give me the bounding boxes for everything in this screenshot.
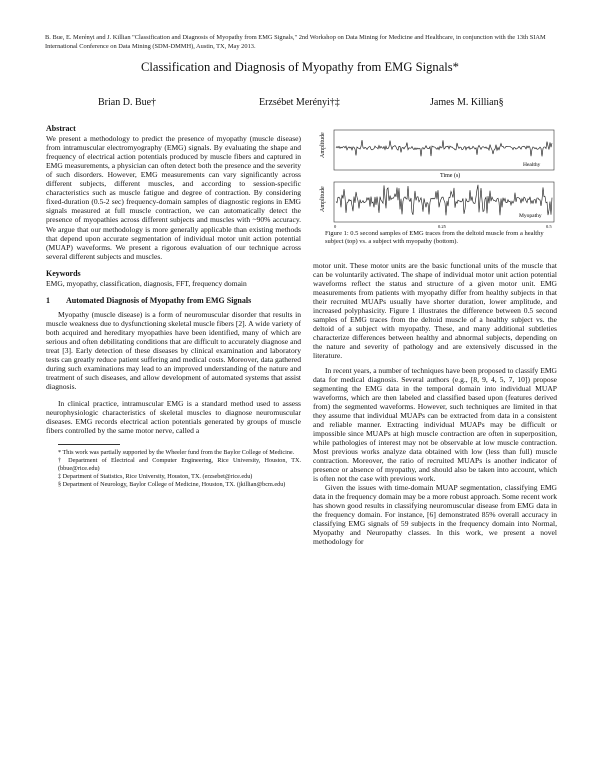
tick-label-start: 0 (334, 224, 337, 229)
top-panel-frame (334, 130, 554, 170)
footnote-author-3: § Department of Neurology, Baylor College of Medicine, Houston, TX. (jkillian@bcm.edu) (58, 481, 286, 489)
figure-1-caption: Figure 1: 0.5 second samples of EMG traces from the deltoid muscle from a healthy subject (top) vs. a subject with myopathy (bottom). (325, 230, 544, 245)
section-1-paragraph-2: In clinical practice, intramuscular EMG is a standard method used to assess neurophysiologic characteristics of skeletal muscles to diagnose neuromuscular diseases. EMG records electrical action potentials generated by groups of muscle fibers controlled by the same motor nerve, called a (46, 399, 301, 436)
keywords-heading: Keywords (46, 268, 81, 278)
section-title: Automated Diagnosis of Myopathy from EMG Signals (66, 295, 252, 305)
section-1-paragraph-3: motor unit. These motor units are the basic functional units of the muscle that can be voluntarily activated. The shape of individual motor unit action potential waveforms reflect the status and structure of a given motor unit. EMG measurements from patients with myopathy differ from healthy subjects in that their recruited MUAPs usually have shorter duration, lower amplitude, and increased polyphasicity. Figure 1 illustrates the difference between 0.5 second samples of EMG traces from the deltoid muscle of a healthy subject vs. the deltoid of a subject with myopathy. These, and many additional subtleties characterize differences between healthy and abnormal subjects, depending on the nature and severity of pathology and are extensively discussed in the literature. (313, 261, 557, 361)
section-1-paragraph-5: Given the issues with time-domain MUAP segmentation, classifying EMG data in the frequency domain may be a more robust approach. Some recent work has shown good results in classifying neuromuscular disease from EMG data in the frequency domain. For instance, [6] demonstrated 85% overall accuracy in classifying EMG signals of 59 subjects in the frequency domain into Normal, Myopathy and Neuropathy classes. In this work, we present a novel methodology for (313, 483, 557, 547)
abstract-text: We present a methodology to predict the presence of myopathy (muscle disease) from intramuscular electromyography (EMG) signals. By evaluating the shape and frequency of electrical action potentials produced by muscle fibers and captured in EMG measurements, a physician can often detect both the presence and the severity of such disorders. However, EMG measurements can vary significantly across different subjects, different muscles, and according to session-specific characteristics such as muscle fatigue and degree of contraction. By considering fixed-duration (0.5-2 sec) frequency-domain samples of diagnostic regions in EMG signals measured at full muscle contraction, we can automatically detect the presence of myopathies across different subjects and muscles with ~90% accuracy. We argue that our methodology is more generally applicable than existing methods that depend upon accurate segmentation of individual motor unit action potential (MUAP) waveforms. We present a rigorous evaluation of our technique across several different subjects and muscles. (46, 134, 301, 261)
author-2: Erzsébet Merényi†‡ (259, 97, 340, 108)
abstract-heading: Abstract (46, 124, 76, 133)
footnote-rule (58, 444, 120, 445)
tick-label-mid: 0.25 (438, 224, 446, 229)
paper-title: Classification and Diagnosis of Myopathy from EMG Signals* (141, 60, 459, 74)
section-1-paragraph-1: Myopathy (muscle disease) is a form of neuromuscular disorder that results in muscle weakness due to dysfunctioning skeletal muscle fibers [2]. A wide variety of both acquired and hereditary myopathies have been identified, many of which are serious and often debilitating conditions that are difficult to accurately diagnose and treat [3]. Early detection of these diseases by clinical examination and laboratory tests can greatly reduce patient suffering and medical costs. Moreover, data gathered during such examinations may lead to an improved understanding of the nature and treatment of such diseases, and allow development of automated systems that assist diagnosis. (46, 309, 302, 392)
tick-label-end: 0.5 (546, 224, 552, 229)
author-1: Brian D. Bue† (98, 97, 157, 108)
footnotes (46, 449, 301, 489)
keywords-text: EMG, myopathy, classification, diagnosis, FFT, frequency domain (46, 278, 247, 288)
myopathy-trace (336, 185, 552, 216)
top-time-label: Time (s) (440, 173, 461, 179)
author-3: James M. Killian§ (430, 97, 504, 108)
healthy-label: Healthy (523, 162, 541, 168)
myopathy-label: Myopathy (519, 213, 542, 219)
footnote-funding: * This work was partially supported by the Wheeler fund from the Baylor College of Medicine. (58, 449, 295, 457)
right-column (313, 261, 557, 546)
healthy-trace (336, 140, 552, 156)
section-1-paragraph-4: In recent years, a number of techniques have been proposed to classify EMG data for medical diagnosis. Several authors (e.g., [8, 9, 4, 5, 7, 10]) propose segmenting the EMG data in the temporal domain into individual MUAP waveforms, which are then labeled and classified based upon (features derived from) the segmented waveforms. However, such techniques are limited in that they assume that individual MUAPs can be extracted from data in a consistent and reliable manner. Extracting individual MUAPs may be difficult or impossible since MUAPs at high muscle contraction are often in superposition, while pathologies of interest may not be observable at low muscle contraction. Most previous works analyze data obtained with low (less than full) muscle contraction. Moreover, the ratio of recruited MUAPs is another indicator of presence or absence of myopathy, and should also be taken into account, which is often not the case with previous work. (313, 365, 557, 484)
top-amplitude-label: Amplitude (320, 132, 326, 158)
footnote-author-1: † Department of Electrical and Computer Engineering, Rice University, Houston, TX. (bbue@rice.edu) (58, 457, 301, 473)
citation-header: B. Bue, E. Merényi and J. Killian "Classification and Diagnosis of Myopathy from EMG Signals," 2nd Workshop on Data Mining for Medicine and Healthcare, in conjunction with the 13th SIAM International Conference on Data Mining (SDM-DMMH), Austin, TX, May 2013. (45, 34, 546, 50)
section-number: 1 (46, 295, 50, 305)
section-1-heading (46, 296, 301, 305)
left-column (46, 124, 301, 489)
emg-figure-svg (316, 124, 556, 234)
bottom-amplitude-label: Amplitude (320, 186, 326, 212)
footnote-author-2: ‡ Department of Statistics, Rice University, Houston, TX. (erzsebet@rice.edu) (58, 473, 253, 481)
